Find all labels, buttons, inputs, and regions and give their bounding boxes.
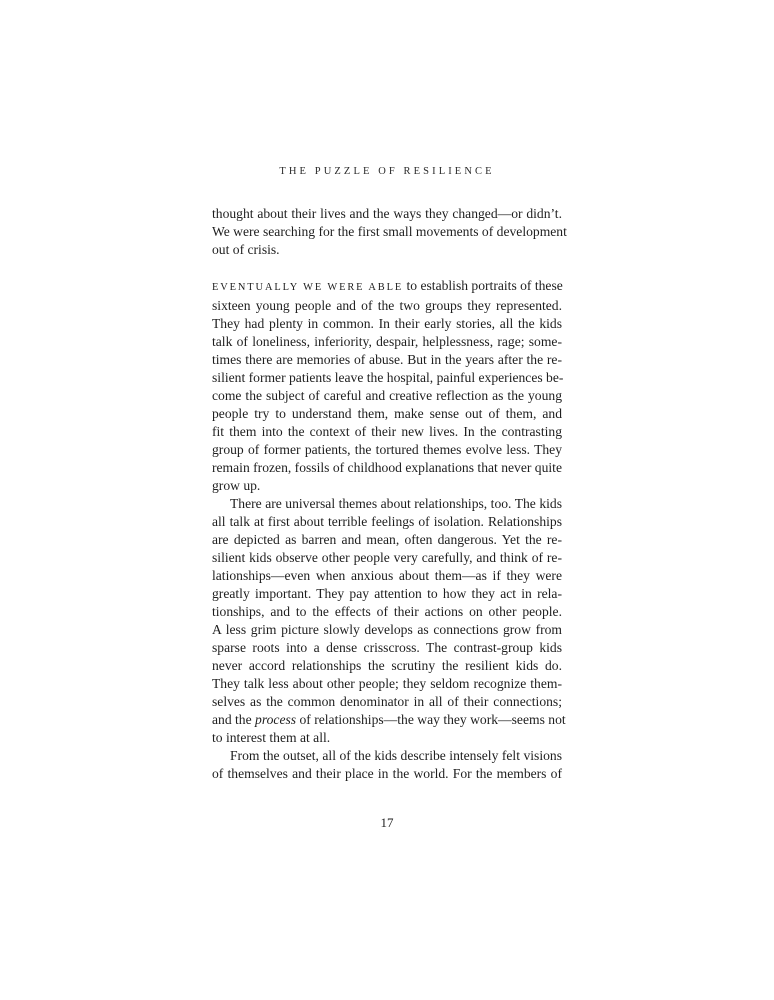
text-line: They had plenty in common. In their early stories, all the kids <box>212 316 562 331</box>
text-line: come the subject of careful and creative reflection as the young <box>212 388 562 403</box>
emphasized-word: process <box>255 712 297 727</box>
text-line: tionships, and to the effects of their actions on other people. <box>212 604 562 619</box>
text-line: remain frozen, fossils of childhood explanations that never quite <box>212 460 562 475</box>
text-line: talk of loneliness, inferiority, despair, helplessness, rage; some- <box>212 334 562 349</box>
text-line: group of former patients, the tortured themes evolve less. They <box>212 442 562 457</box>
body-text <box>212 205 567 783</box>
small-caps-lead-in: EVENTUALLY WE WERE ABLE <box>212 282 404 293</box>
paragraph-1 <box>212 205 567 259</box>
text-line: fit them into the context of their new lives. In the contrasting <box>212 424 562 439</box>
text-line: of themselves and their place in the world. For the members of <box>212 766 562 781</box>
paragraph-4 <box>212 747 562 783</box>
paragraph-2 <box>212 277 562 495</box>
text-line: times there are memories of abuse. But in the years after the re- <box>212 352 562 367</box>
text-line <box>212 711 566 729</box>
text-line: We were searching for the first small movements of development <box>212 224 567 239</box>
text-line: There are universal themes about relationships, too. The kids <box>230 496 562 511</box>
text-line: to interest them at all. <box>212 730 331 745</box>
text-fragment: and the <box>212 712 256 727</box>
page-number: 17 <box>380 815 394 830</box>
text-line: selves as the common denominator in all of their connections; <box>212 694 562 709</box>
running-head: THE PUZZLE OF RESILIENCE <box>279 166 495 177</box>
text-line: From the outset, all of the kids describe intensely felt visions <box>230 748 562 763</box>
text-line: silient kids observe other people very carefully, and think of re- <box>212 550 562 565</box>
text-line: sparse roots into a dense crisscross. The contrast-group kids <box>212 640 562 655</box>
text-line: out of crisis. <box>212 242 280 257</box>
text-line: are depicted as barren and mean, often dangerous. Yet the re- <box>212 532 562 547</box>
text-line: They talk less about other people; they seldom recognize them- <box>212 676 562 691</box>
text-line: sixteen young people and of the two groups they represented. <box>212 298 562 313</box>
text-line: thought about their lives and the ways they changed—or didn’t. <box>212 206 562 221</box>
text-line <box>212 277 562 297</box>
text-fragment: of relationships—the way they work—seems not <box>296 712 566 727</box>
text-line: lationships—even when anxious about them—as if they were <box>212 568 562 583</box>
text-fragment: to establish portraits of these <box>403 278 563 293</box>
section-break <box>212 259 562 277</box>
paragraph-3 <box>212 495 566 747</box>
text-line: greatly important. They pay attention to how they act in rela- <box>212 586 562 601</box>
text-line: never accord relationships the scrutiny the resilient kids do. <box>212 658 562 673</box>
text-line: silient former patients leave the hospital, painful experiences be- <box>212 370 564 385</box>
text-line: grow up. <box>212 478 261 493</box>
text-line: A less grim picture slowly develops as connections grow from <box>212 622 562 637</box>
text-line: all talk at first about terrible feelings of isolation. Relationships <box>212 514 562 529</box>
text-line: people try to understand them, make sense out of them, and <box>212 406 562 421</box>
